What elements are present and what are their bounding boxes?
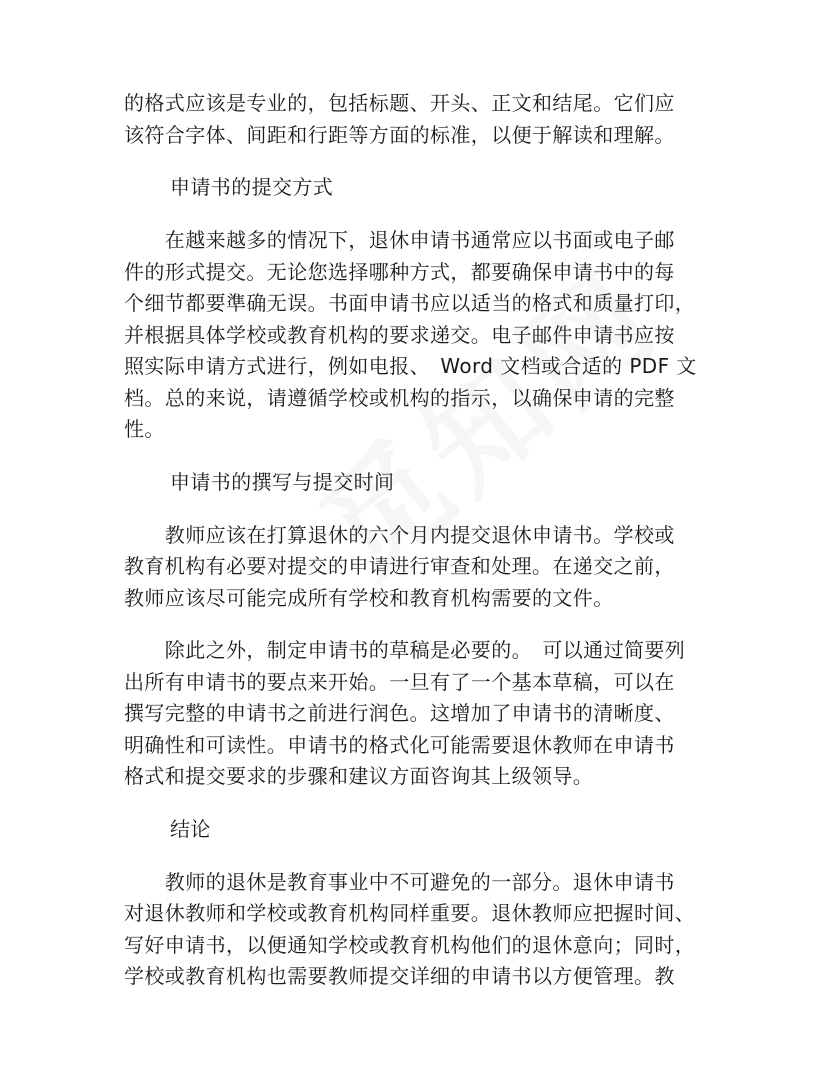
paragraph xyxy=(124,88,724,151)
text-line: 件的形式提交。无论您选择哪种方式，都要确保申请书中的每 xyxy=(124,259,675,284)
text-line: 写好申请书，以便通知学校或教育机构他们的退休意向；同时， xyxy=(124,932,696,957)
paragraph-spacer xyxy=(124,446,724,467)
text-line: 该符合字体、间距和行距等方面的标准，以便于解读和理解。 xyxy=(124,122,675,147)
text-line: 教师的退休是教育事业中不可避免的一部分。退休申请书 xyxy=(124,869,675,894)
text-line: 性。 xyxy=(124,417,165,441)
text-line: 教师应该尽可能完成所有学校和教育机构需要的文件。 xyxy=(124,585,614,610)
text-line: 教师应该在打算退休的六个月内提交退休申请书。学校或 xyxy=(124,522,675,547)
text-line: 出所有申请书的要点来开始。一旦有了一个基本草稿，可以在 xyxy=(124,669,675,694)
text-line: 撰写完整的申请书之前进行润色。这增加了申请书的清晰度、 xyxy=(124,701,675,725)
text-line: 除此之外，制定申请书的草稿是必要的。 可以通过简要列 xyxy=(124,638,686,662)
paragraph xyxy=(124,867,724,993)
paragraph-spacer xyxy=(124,993,724,1014)
text-line: 格式和提交要求的步骤和建议方面咨询其上级领导。 xyxy=(124,764,594,788)
section-heading: 申请书的撰写与提交时间 xyxy=(170,469,395,494)
paragraph xyxy=(124,520,724,615)
section-heading: 结论 xyxy=(170,816,211,841)
text-line: 对退休教师和学校或教育机构同样重要。退休教师应把握时间、 xyxy=(124,901,696,925)
text-line: 在越来越多的情况下，退休申请书通常应以书面或电子邮 xyxy=(124,228,675,252)
heading-spacer xyxy=(124,845,724,867)
text-line: 照实际申请方式进行，例如电报、 Word 文档或合适的 PDF 文 xyxy=(124,354,697,378)
text-line: 个细节都要準确无误。书面申请书应以适当的格式和质量打印， xyxy=(124,291,696,315)
text-line: 档。总的来说，请遵循学校或机构的指示，以确保申请的完整 xyxy=(124,385,675,410)
paragraph-spacer xyxy=(124,151,724,172)
heading-spacer xyxy=(124,498,724,520)
document-body xyxy=(124,88,724,1014)
text-line: 学校或教育机构也需要教师提交详细的申请书以方便管理。教 xyxy=(124,964,675,988)
paragraph xyxy=(124,225,724,446)
text-line: 教育机构有必要对提交的申请进行审查和处理。在递交之前， xyxy=(124,554,675,578)
text-line: 的格式应该是专业的，包括标题、开头、正文和结尾。它们应 xyxy=(124,91,675,115)
text-line: 并根据具体学校或教育机构的要求递交。电子邮件申请书应按 xyxy=(124,322,675,347)
section-heading: 申请书的提交方式 xyxy=(170,175,334,199)
heading-spacer xyxy=(124,203,724,225)
paragraph-spacer xyxy=(124,793,724,814)
paragraph-spacer xyxy=(124,614,724,635)
text-line: 明确性和可读性。申请书的格式化可能需要退休教师在申请书 xyxy=(124,732,675,757)
paragraph xyxy=(124,635,724,793)
